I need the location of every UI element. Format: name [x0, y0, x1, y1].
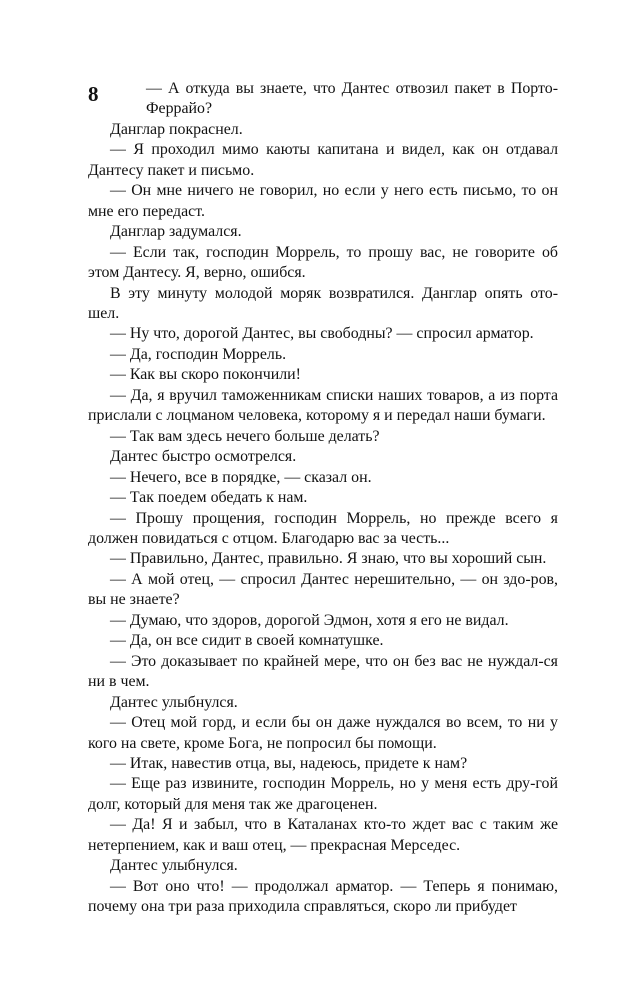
- paragraph: — Ну что, дорогой Дантес, вы свободны? — спросил арматор.: [110, 325, 534, 343]
- paragraph: — Вот оно что! — продолжал арматор. — Теперь я понимаю, почему она три раза приходила справляться, скоро ли прибудет: [88, 877, 558, 916]
- paragraph: — Я проходил мимо каюты капитана и видел, как он отдавал Дантесу пакет и письмо.: [88, 141, 558, 179]
- paragraph: — Это доказывает по крайней мере, что он без вас не нуждал-ся ни в чем.: [88, 652, 558, 691]
- paragraph: — Прошу прощения, господин Моррель, но прежде всего я должен повидаться с отцом. Благодарю вас за честь...: [88, 509, 558, 547]
- paragraph: Дантес улыбнулся.: [110, 693, 238, 711]
- paragraph: — Как вы скоро покончили!: [110, 366, 301, 384]
- paragraph: — Да, он все сидит в своей комнатушке.: [110, 632, 384, 650]
- paragraph: Дантес улыбнулся.: [110, 857, 238, 875]
- paragraph: — А мой отец, — спросил Дантес нерешительно, — он здо-ров, вы не знаете?: [88, 570, 558, 609]
- paragraph: — Думаю, что здоров, дорогой Эдмон, хотя я его не видал.: [110, 611, 509, 629]
- paragraph: — Еще раз извините, господин Моррель, но у меня есть дру-гой долг, который для меня так же драгоценен.: [88, 775, 558, 813]
- paragraph: — Так поедем обедать к нам.: [110, 489, 308, 507]
- paragraph: Дантес быстро осмотрелся.: [110, 448, 297, 466]
- paragraph: — Да, я вручил таможенникам списки наших товаров, а из порта прислали с лоцманом человека, которому я и передал наши бумаги.: [88, 386, 558, 425]
- paragraph: — А откуда вы знаете, что Дантес отвозил пакет в Порто-Феррайо?: [146, 80, 558, 118]
- paragraph: — Отец мой горд, и если бы он даже нуждался во всем, то ни у кого на свете, кроме Бога, не попросил бы помощи.: [88, 714, 558, 752]
- paragraph: Данглар задумался.: [110, 223, 242, 241]
- paragraph: — Он мне ничего не говорил, но если у него есть письмо, то он мне его передаст.: [88, 182, 558, 220]
- paragraph: — Правильно, Дантес, правильно. Я знаю, что вы хороший сын.: [110, 550, 547, 568]
- page-number: 8: [88, 82, 99, 106]
- paragraph: — Так вам здесь нечего больше делать?: [110, 427, 380, 445]
- paragraph: — Да! Я и забыл, что в Каталанах кто-то ждет вас с таким же нетерпением, как и ваш отец, — прекрасная Мерседес.: [88, 816, 558, 854]
- paragraph: — Итак, навестив отца, вы, надеюсь, придете к нам?: [110, 754, 468, 772]
- paragraph: — Если так, господин Моррель, то прошу вас, не говорите об этом Дантесу. Я, верно, ошибся.: [88, 243, 558, 282]
- paragraph: Данглар покраснел.: [110, 120, 243, 138]
- paragraph: — Нечего, все в порядке, — сказал он.: [110, 468, 372, 486]
- paragraph: В эту минуту молодой моряк возвратился. Данглар опять ото-шел.: [88, 284, 558, 322]
- paragraph: — Да, господин Моррель.: [110, 345, 287, 363]
- page-body: [88, 79, 558, 918]
